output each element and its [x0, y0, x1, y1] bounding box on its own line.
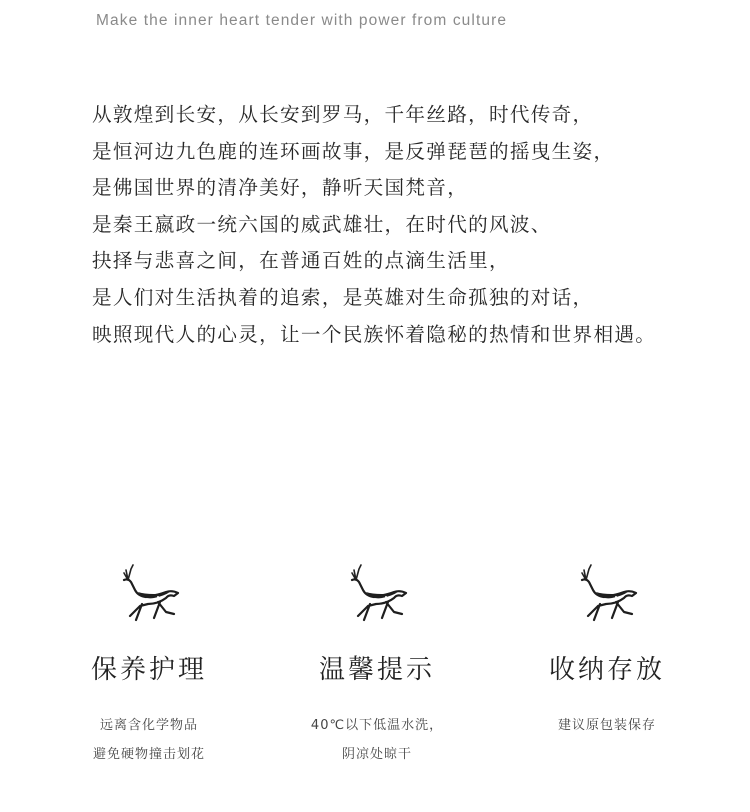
care-desc-line: 40℃以下低温水洗， [310, 718, 444, 733]
care-title: 收纳存放 [548, 655, 665, 685]
deer-icon [342, 560, 412, 630]
care-section-tips [262, 560, 492, 769]
poem-block [92, 97, 732, 353]
poem-line: 映照现代人的心灵，让一个民族怀着隐秘的热情和世界相遇。 [92, 322, 657, 346]
poem-line: 是秦王嬴政一统六国的威武雄壮，在时代的风波、 [92, 212, 552, 236]
care-desc-line: 建议原包装保存 [557, 718, 656, 733]
care-title: 保养护理 [90, 655, 207, 685]
care-desc [492, 712, 722, 741]
care-section-maintenance [34, 560, 264, 769]
care-desc-line: 阴凉处晾干 [341, 746, 412, 762]
care-title: 温馨提示 [318, 655, 435, 685]
poem-line: 是人们对生活执着的追索，是英雄对生命孤独的对话， [92, 285, 594, 309]
deer-icon [572, 560, 642, 630]
care-desc [262, 712, 492, 769]
care-desc [34, 712, 264, 769]
care-section-storage [492, 560, 722, 741]
tagline: Make the inner heart tender with power from culture [96, 12, 508, 29]
deer-icon [114, 560, 184, 630]
care-desc-line: 远离含化学物品 [99, 718, 198, 733]
poem-line: 是恒河边九色鹿的连环画故事，是反弹琵琶的摇曳生姿， [92, 139, 615, 163]
care-desc-line: 避免硬物撞击划花 [92, 746, 205, 762]
poem-line: 从敦煌到长安，从长安到罗马，千年丝路，时代传奇， [92, 103, 594, 126]
poem-line: 抉择与悲喜之间，在普通百姓的点滴生活里， [92, 249, 510, 273]
poem-line: 是佛国世界的清净美好，静听天国梵音， [92, 176, 469, 200]
